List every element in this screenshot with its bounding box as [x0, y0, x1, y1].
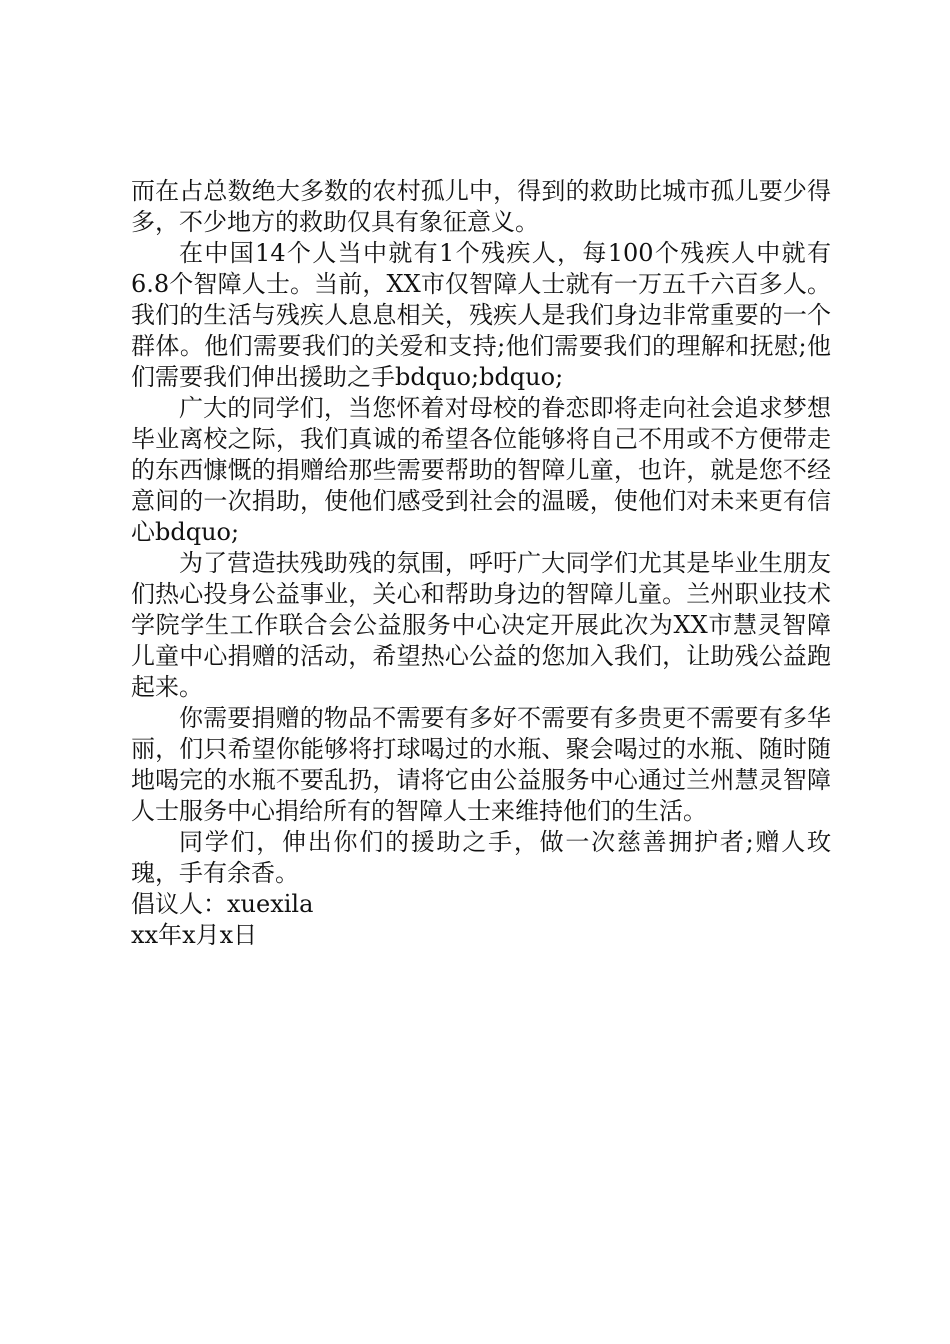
- paragraph-donation-items: 你需要捐赠的物品不需要有多好不需要有多贵更不需要有多华丽，们只希望你能够将打球喝过的水瓶、聚会喝过的水瓶、随时随地喝完的水瓶不要乱扔，请将它由公益服务中心通过兰州慧灵智障人士服务中心捐给所有的智障人士来维持他们的生活。: [131, 704, 831, 825]
- signature-proposer: 倡议人：xuexila: [131, 890, 314, 918]
- paragraph-closing: 同学们，伸出你们的援助之手，做一次慈善拥护者;赠人玫瑰，手有余香。: [131, 828, 831, 887]
- paragraph-disability-stats: 在中国14个人当中就有1个残疾人，每100个残疾人中就有6.8个智障人士。当前，XX市仅智障人士就有一万五千六百多人。我们的生活与残疾人息息相关，残疾人是我们身边非常重要的一个群体。他们需要我们的关爱和支持;他们需要我们的理解和抚慰;他们需要我们伸出援助之手bdquo;bdquo;: [131, 239, 831, 391]
- paragraph-event-announcement: 为了营造扶残助残的氛围，呼吁广大同学们尤其是毕业生朋友们热心投身公益事业，关心和帮助身边的智障儿童。兰州职业技术学院学生工作联合会公益服务中心决定开展此次为XX市慧灵智障儿童中心捐赠的活动，希望热心公益的您加入我们，让助残公益跑起来。: [131, 549, 831, 701]
- signature-date: xx年x月x日: [131, 921, 258, 949]
- paragraph-graduates-appeal: 广大的同学们，当您怀着对母校的眷恋即将走向社会追求梦想毕业离校之际，我们真诚的希望各位能够将自己不用或不方便带走的东西慷慨的捐赠给那些需要帮助的智障儿童，也许，就是您不经意间的一次捐助，使他们感受到社会的温暖，使他们对未来更有信心bdquo;: [131, 394, 831, 546]
- document-body: [131, 176, 831, 951]
- paragraph-continuation: 而在占总数绝大多数的农村孤儿中，得到的救助比城市孤儿要少得多，不少地方的救助仅具有象征意义。: [131, 177, 831, 236]
